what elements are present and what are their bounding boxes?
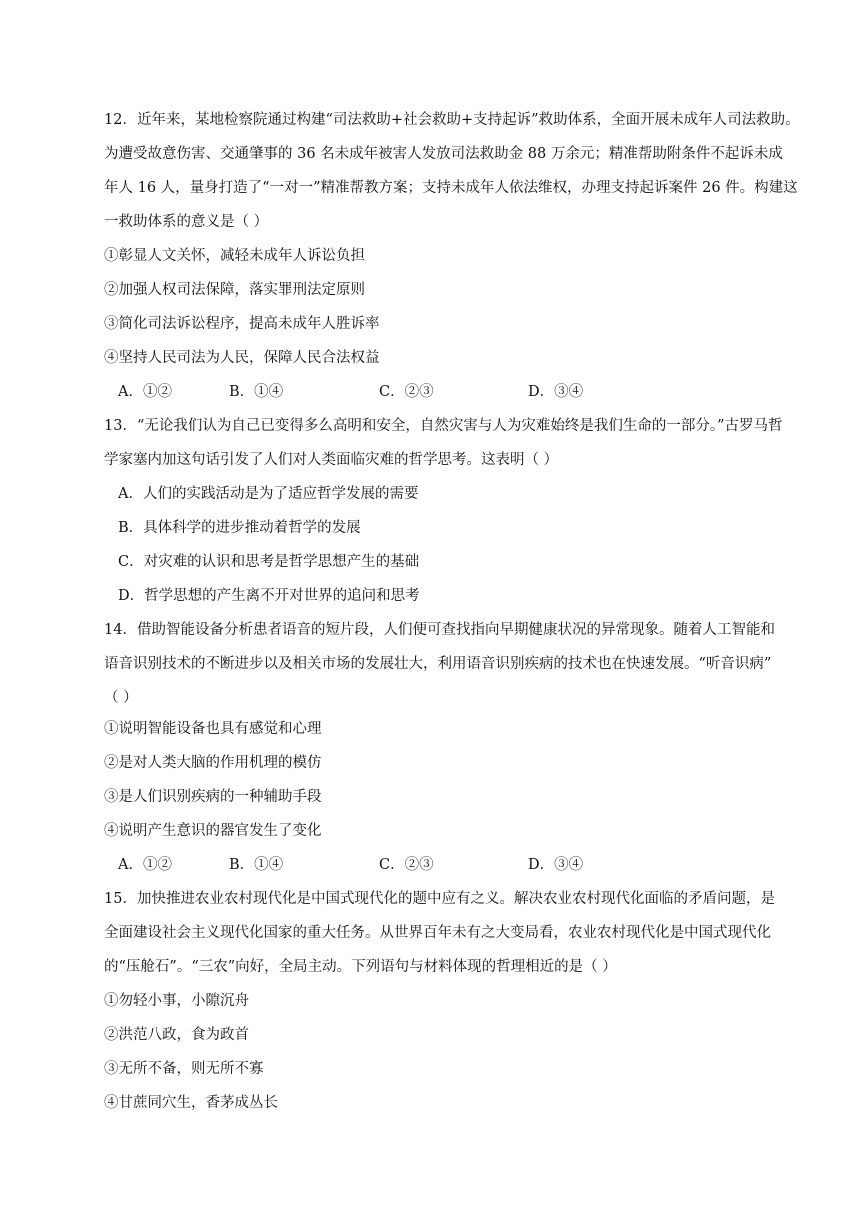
statement: ③是人们识别疾病的一种辅助手段 <box>104 789 322 805</box>
choice-b[interactable]: B．具体科学的进步推动着哲学的发展 <box>118 520 361 536</box>
question-stem-line: 学家塞内加这句话引发了人们对人类面临灾难的哲学思考。这表明（ ） <box>104 452 559 468</box>
statement: ④甘蔗同穴生，香茅成丛长 <box>104 1095 278 1111</box>
choice-a[interactable]: A．①② <box>118 384 172 400</box>
question-stem-line: 全面建设社会主义现代化国家的重大任务。从世界百年未有之大变局看，农业农村现代化是中国式现代化 <box>104 925 771 941</box>
statement: ②洪范八政，食为政首 <box>104 1027 249 1043</box>
choice-c[interactable]: C．对灾难的认识和思考是哲学思想产生的基础 <box>118 554 420 570</box>
choice-a[interactable]: A．人们的实践活动是为了适应哲学发展的需要 <box>118 486 419 502</box>
choice-c[interactable]: C．②③ <box>379 857 434 873</box>
choice-d[interactable]: D．哲学思想的产生离不开对世界的追问和思考 <box>118 588 420 604</box>
statement: ④说明产生意识的器官发生了变化 <box>104 823 322 839</box>
statement: ①说明智能设备也具有感觉和心理 <box>104 721 322 737</box>
statement: ③简化司法诉讼程序，提高未成年人胜诉率 <box>104 316 380 332</box>
question-stem-line: （ ） <box>104 690 138 706</box>
statement: ②加强人权司法保障，落实罪刑法定原则 <box>104 282 365 298</box>
choice-b[interactable]: B．①④ <box>229 857 284 873</box>
statement: ②是对人类大脑的作用机理的模仿 <box>104 755 322 771</box>
question-stem-line: 一救助体系的意义是（ ） <box>104 214 269 230</box>
question-stem-line: 14．借助智能设备分析患者语音的短片段，人们便可查找指向早期健康状况的异常现象。随着人工智能和 <box>104 622 775 638</box>
question-stem-line: 年人 16 人，量身打造了“一对一”精准帮教方案；支持未成年人依法维权，办理支持起诉案件 26 件。构建这 <box>104 180 798 196</box>
statement: ①勿轻小事，小隙沉舟 <box>104 993 249 1009</box>
question-stem-line: 的“压舱石”。“三农”向好，全局主动。下列语句与材料体现的哲理相近的是（ ） <box>104 959 617 975</box>
choice-b[interactable]: B．①④ <box>229 384 284 400</box>
choice-d[interactable]: D．③④ <box>528 384 584 400</box>
question-stem-line: 为遭受故意伤害、交通肇事的 36 名未成年被害人发放司法救助金 88 万余元；精准帮助附条件不起诉未成 <box>104 146 783 162</box>
choice-c[interactable]: C．②③ <box>379 384 434 400</box>
choice-a[interactable]: A．①② <box>118 857 172 873</box>
statement: ①彰显人文关怀，减轻未成年人诉讼负担 <box>104 248 365 264</box>
statement: ③无所不备，则无所不寡 <box>104 1061 264 1077</box>
question-stem-line: 15．加快推进农业农村现代化是中国式现代化的题中应有之义。解决农业农村现代化面临的矛盾问题，是 <box>104 891 775 907</box>
statement: ④坚持人民司法为人民，保障人民合法权益 <box>104 350 380 366</box>
question-stem-line: 语音识别技术的不断进步以及相关市场的发展壮大，利用语音识别疾病的技术也在快速发展。“听音识病” <box>104 656 772 672</box>
question-stem-line: 13．“无论我们认为自己已变得多么高明和安全，自然灾害与人为灾难始终是我们生命的一部分。”古罗马哲 <box>104 418 783 434</box>
question-stem-line: 12．近年来，某地检察院通过构建“司法救助+社会救助+支持起诉”救助体系，全面开展未成年人司法救助。 <box>104 112 800 128</box>
choice-d[interactable]: D．③④ <box>528 857 584 873</box>
